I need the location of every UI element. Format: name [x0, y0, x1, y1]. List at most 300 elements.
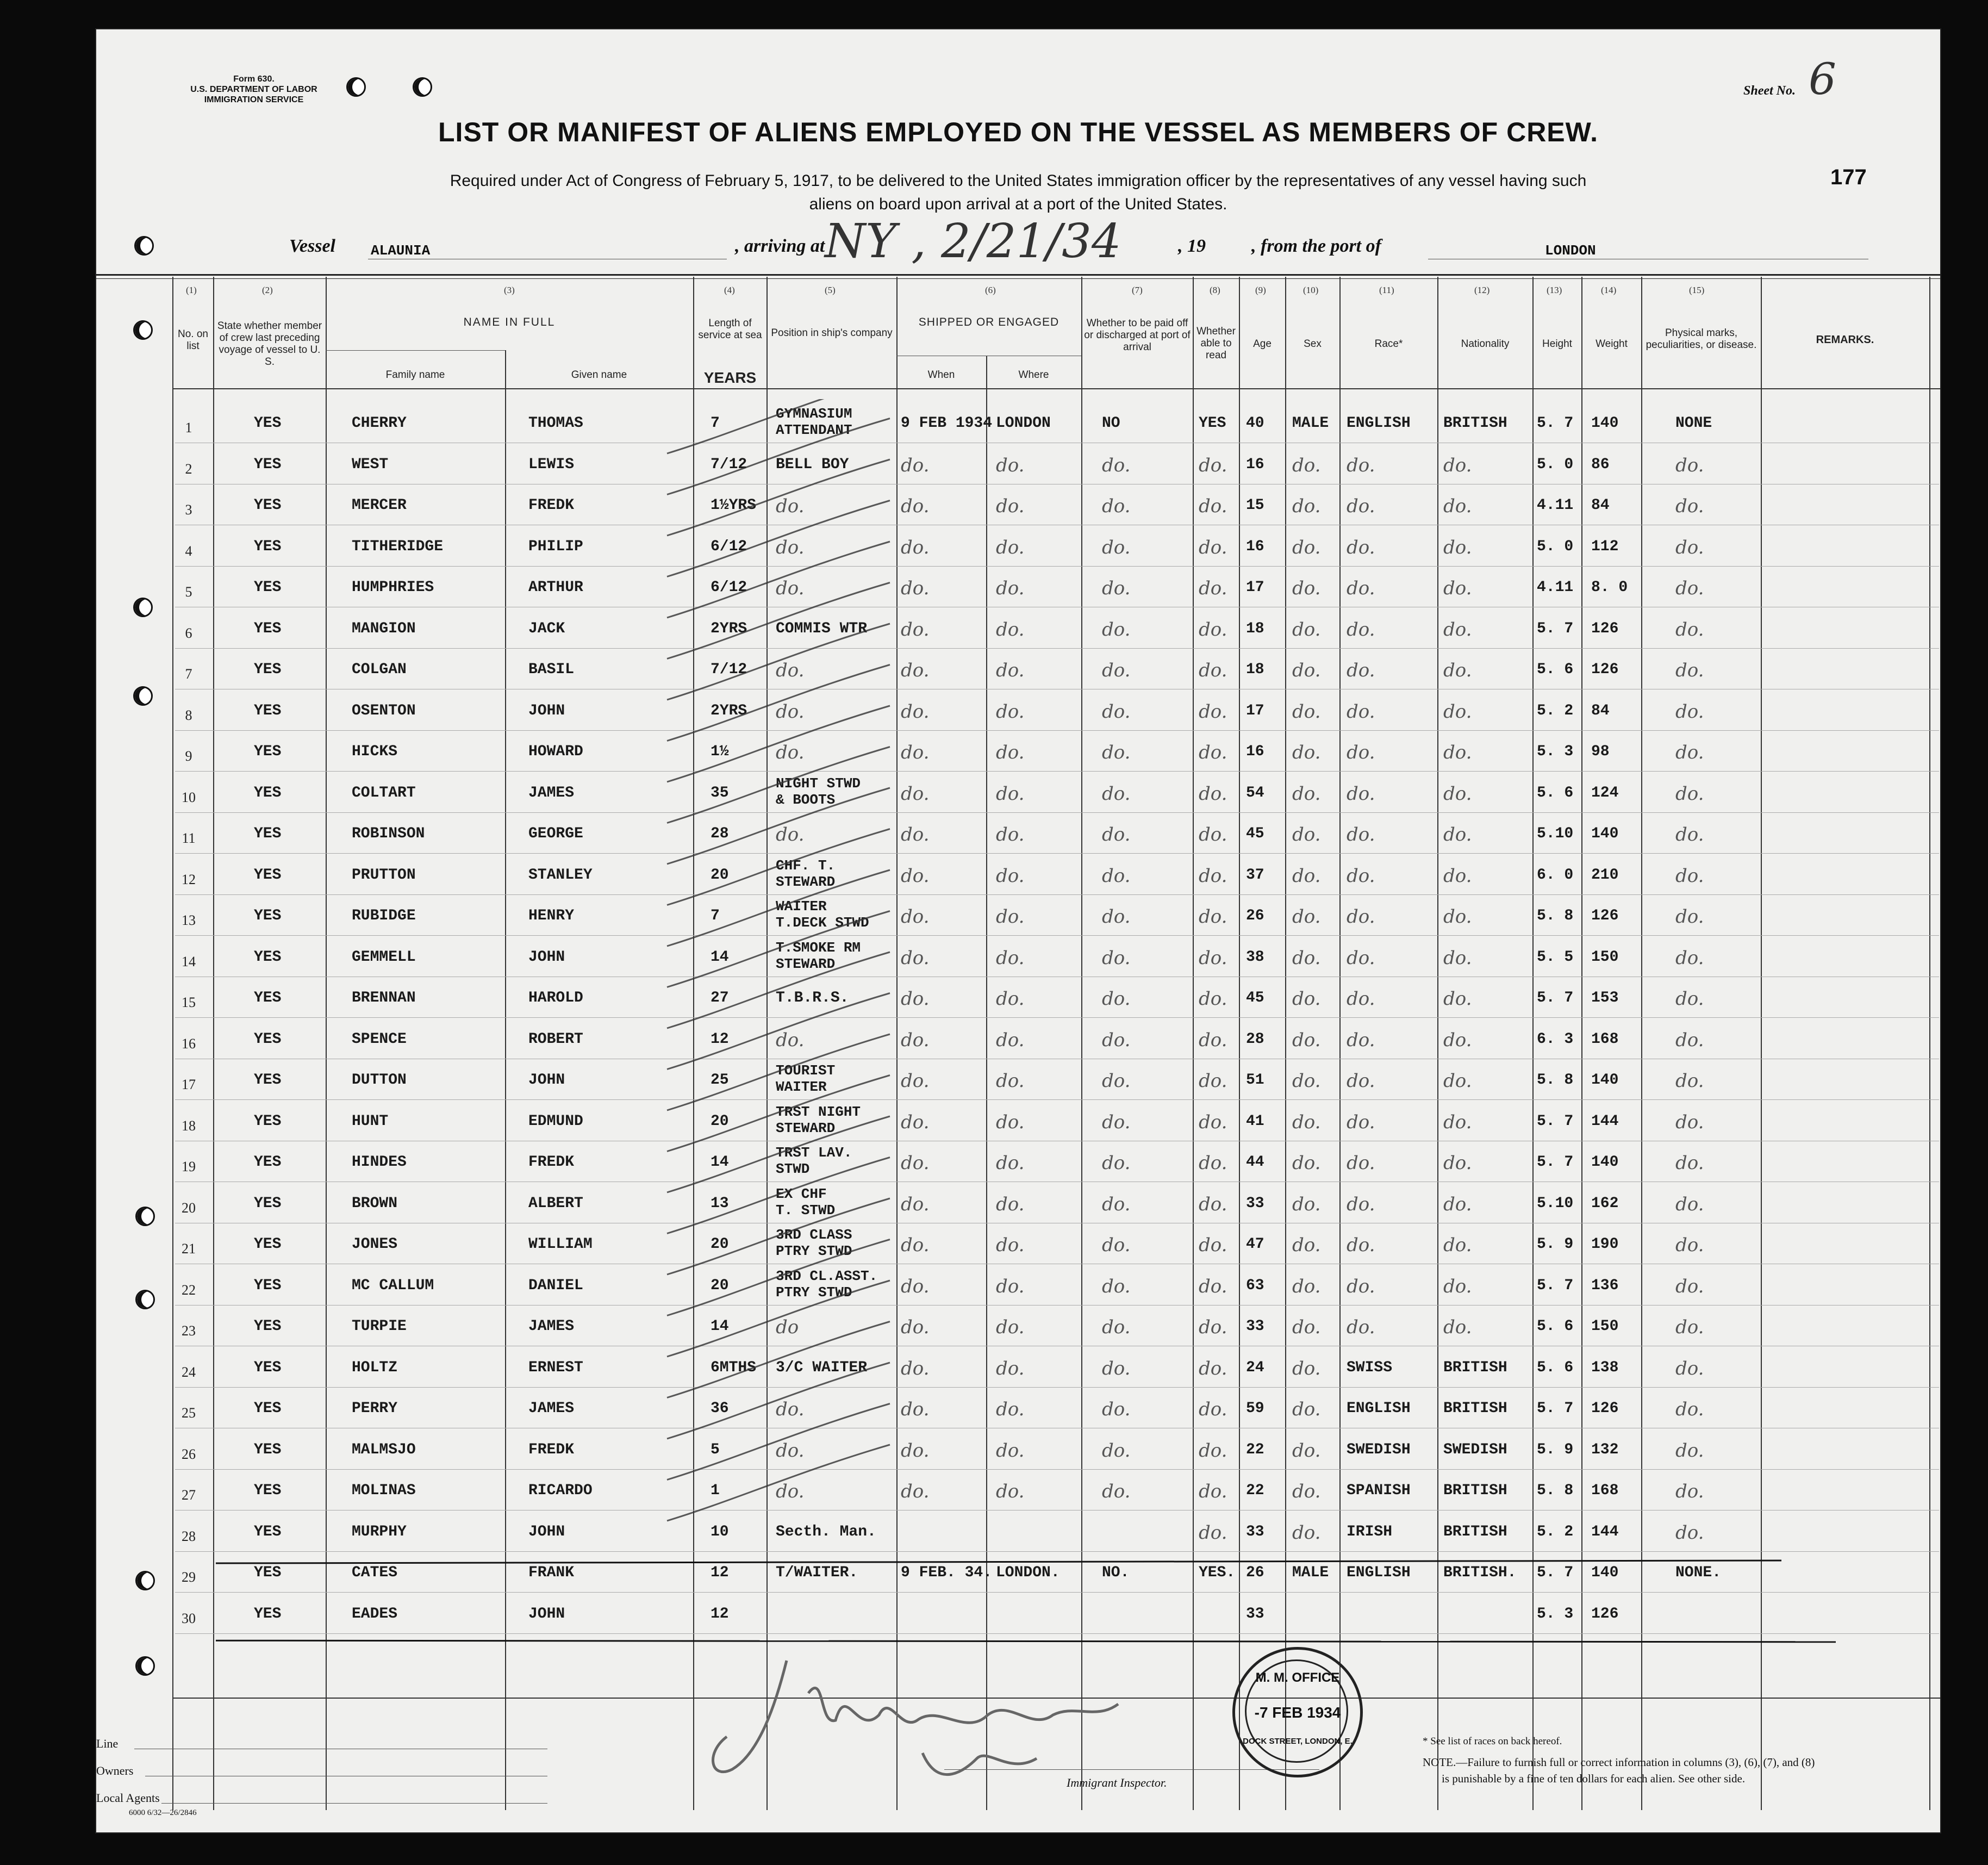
row-1-where: LONDON: [996, 415, 1051, 432]
row-2-crew: YES: [254, 456, 282, 473]
row-25-crew: YES: [254, 1400, 282, 1417]
row-14-given: JOHN: [528, 948, 565, 966]
row-24-crew: YES: [254, 1359, 282, 1376]
row-20-paid: do.: [1102, 1193, 1131, 1215]
row-28-age: 33: [1246, 1523, 1264, 1540]
row-16-family: SPENCE: [352, 1030, 407, 1048]
row-14-paid: do.: [1102, 947, 1131, 969]
col-rule: [1532, 277, 1534, 1810]
row-25-where: do.: [996, 1398, 1025, 1420]
row-19-race: do.: [1347, 1152, 1375, 1174]
row-24-given: ERNEST: [528, 1359, 583, 1376]
row-3-sex: do.: [1292, 495, 1321, 517]
pen-stroke: [667, 1198, 890, 1275]
row-26-no: 26: [182, 1446, 196, 1462]
row-28-position: Secth. Man.: [776, 1523, 876, 1540]
row-26-age: 22: [1246, 1441, 1264, 1458]
row-16-age: 28: [1246, 1030, 1264, 1048]
row-2-service: 7/12: [711, 456, 747, 473]
row-1-race: ENGLISH: [1347, 415, 1411, 432]
row-4-position: do.: [776, 536, 805, 558]
row-14-sex: do.: [1292, 947, 1321, 969]
row-16-read: do.: [1199, 1029, 1227, 1051]
race-footnote: * See list of races on back hereof.: [1423, 1736, 1562, 1747]
row-14-weight: 150: [1591, 948, 1619, 966]
header-weight: Weight: [1596, 338, 1628, 350]
header-family-name: Family name: [385, 369, 445, 381]
col-number: (8): [1210, 285, 1220, 295]
col-rule: [213, 277, 214, 1810]
row-5-where: do.: [996, 577, 1025, 599]
row-23-position: do: [776, 1316, 799, 1338]
row-23-when: do.: [901, 1316, 930, 1338]
row-14-nat: do.: [1443, 947, 1472, 969]
row-12-family: PRUTTON: [352, 866, 416, 884]
row-22-no: 22: [182, 1282, 196, 1298]
row-22-position: 3RD CL.ASST. PTRY STWD: [776, 1267, 878, 1301]
row-20-family: BROWN: [352, 1195, 398, 1212]
row-8-where: do.: [996, 700, 1025, 723]
row-6-height: 5. 7: [1537, 620, 1574, 637]
pen-stroke: [667, 1158, 890, 1234]
row-26-read: do.: [1199, 1439, 1227, 1462]
row-11-given: GEORGE: [528, 825, 583, 842]
pen-stroke: [667, 1280, 890, 1357]
row-13-sex: do.: [1292, 906, 1321, 928]
row-9-height: 5. 3: [1537, 743, 1574, 760]
row-25-when: do.: [901, 1398, 930, 1420]
row-13-position: WAITER T.DECK STWD: [776, 898, 869, 931]
row-19-marks: do.: [1675, 1152, 1704, 1174]
row-22-given: DANIEL: [528, 1277, 583, 1294]
row-7-family: COLGAN: [352, 661, 407, 678]
row-5-given: ARTHUR: [528, 579, 583, 596]
row-22-where: do.: [996, 1275, 1025, 1297]
row-28-nat: BRITISH: [1443, 1523, 1507, 1540]
header-given-name: Given name: [571, 369, 627, 381]
row-rule: [175, 730, 1939, 731]
row-19-given: FREDK: [528, 1154, 575, 1171]
row-24-marks: do.: [1675, 1357, 1704, 1379]
row-21-height: 5. 9: [1537, 1236, 1574, 1253]
row-2-height: 5. 0: [1537, 456, 1574, 473]
row-8-weight: 84: [1591, 702, 1610, 719]
row-23-family: TURPIE: [352, 1318, 407, 1335]
row-28-weight: 144: [1591, 1523, 1619, 1540]
row-1-no: 1: [185, 420, 192, 436]
row-19-read: do.: [1199, 1152, 1227, 1174]
row-16-no: 16: [182, 1035, 196, 1052]
row-26-paid: do.: [1102, 1439, 1131, 1462]
row-20-weight: 162: [1591, 1195, 1619, 1212]
row-22-age: 63: [1246, 1277, 1264, 1294]
punch-hole: [133, 320, 153, 340]
col-rule: [1437, 277, 1438, 1810]
manifest-title: LIST OR MANIFEST OF ALIENS EMPLOYED ON THE VESSEL AS MEMBERS OF CREW.: [438, 117, 1598, 147]
header-race: Race*: [1374, 338, 1403, 350]
row-5-marks: do.: [1675, 577, 1704, 599]
row-8-nat: do.: [1443, 700, 1472, 723]
row-13-race: do.: [1347, 906, 1375, 928]
row-11-nat: do.: [1443, 824, 1472, 846]
row-19-when: do.: [901, 1152, 930, 1174]
row-6-race: do.: [1347, 618, 1375, 641]
row-22-marks: do.: [1675, 1275, 1704, 1297]
header-age: Age: [1253, 338, 1272, 350]
table-top-border-inner: [96, 278, 1940, 279]
header-years-unit: YEARS: [703, 369, 757, 386]
row-10-when: do.: [901, 782, 930, 805]
row-2-age: 16: [1246, 456, 1264, 473]
header-length-of-service: Length of service at sea: [698, 318, 762, 341]
row-24-position: 3/C WAITER: [776, 1359, 868, 1376]
row-14-age: 38: [1246, 948, 1264, 966]
row-18-family: HUNT: [352, 1112, 389, 1130]
row-24-family: HOLTZ: [352, 1359, 398, 1376]
row-9-family: HICKS: [352, 743, 398, 760]
col-rule: [1239, 277, 1240, 1810]
row-4-no: 4: [185, 543, 192, 559]
row-28-no: 28: [182, 1528, 196, 1544]
pen-stroke: [667, 583, 890, 659]
row-rule: [175, 1017, 1939, 1018]
row-16-position: do.: [776, 1029, 805, 1051]
row-23-given: JAMES: [528, 1318, 575, 1335]
row-23-read: do.: [1199, 1316, 1227, 1338]
row-13-when: do.: [901, 906, 930, 928]
header-sex: Sex: [1304, 338, 1322, 350]
header-able-to-read: Whether able to read: [1196, 326, 1236, 361]
pen-stroke: [667, 1240, 890, 1316]
sheet-number: 6: [1809, 54, 1836, 104]
row-22-family: MC CALLUM: [352, 1277, 434, 1294]
header-paid-off: Whether to be paid off or discharged at port of arrival: [1084, 318, 1191, 353]
row-29-service: 12: [711, 1564, 729, 1581]
row-10-read: do.: [1199, 782, 1227, 805]
row-21-marks: do.: [1675, 1234, 1704, 1256]
col-rule: [1081, 277, 1082, 1810]
row-12-position: CHF. T. STEWARD: [776, 857, 836, 890]
row-17-nat: do.: [1443, 1070, 1472, 1092]
header-when: When: [927, 369, 955, 381]
row-29-no: 29: [182, 1569, 196, 1585]
row-12-nat: do.: [1443, 865, 1472, 887]
row-5-position: do.: [776, 577, 805, 599]
fine-note-2: is punishable by a fine of ten dollars for each alien. See other side.: [1442, 1772, 1746, 1785]
pen-stroke: [667, 993, 890, 1070]
row-21-race: do.: [1347, 1234, 1375, 1256]
row-23-sex: do.: [1292, 1316, 1321, 1338]
row-24-when: do.: [901, 1357, 930, 1379]
row-14-service: 14: [711, 948, 729, 966]
row-13-family: RUBIDGE: [352, 907, 416, 924]
row-15-where: do.: [996, 988, 1025, 1010]
row-4-weight: 112: [1591, 538, 1619, 555]
row-3-weight: 84: [1591, 497, 1610, 514]
row-1-paid: NO: [1102, 415, 1120, 432]
col-rule: [1929, 277, 1930, 1810]
row-30-given: JOHN: [528, 1605, 565, 1622]
row-13-nat: do.: [1443, 906, 1472, 928]
row-10-crew: YES: [254, 784, 282, 801]
row-22-read: do.: [1199, 1275, 1227, 1297]
row-29-family: CATES: [352, 1564, 398, 1581]
row-10-marks: do.: [1675, 782, 1704, 805]
row-25-service: 36: [711, 1400, 729, 1417]
row-1-nat: BRITISH: [1443, 415, 1507, 432]
row-28-given: JOHN: [528, 1523, 565, 1540]
row-20-sex: do.: [1292, 1193, 1321, 1215]
punch-hole: [413, 77, 432, 97]
row-16-race: do.: [1347, 1029, 1375, 1051]
row-12-service: 20: [711, 866, 729, 884]
row-7-age: 18: [1246, 661, 1264, 678]
row-29-where: LONDON.: [996, 1564, 1060, 1581]
row-9-where: do.: [996, 742, 1025, 763]
row-rule: [175, 1099, 1939, 1100]
row-15-position: T.B.R.S.: [776, 990, 849, 1006]
row-rule: [175, 771, 1939, 772]
row-26-when: do.: [901, 1439, 930, 1462]
row-6-weight: 126: [1591, 620, 1619, 637]
row-rule: [175, 853, 1939, 854]
row-21-no: 21: [182, 1241, 196, 1257]
row-7-read: do.: [1199, 660, 1227, 681]
row-5-family: HUMPHRIES: [352, 579, 434, 596]
col-number: (1): [186, 285, 197, 295]
row-13-read: do.: [1199, 906, 1227, 928]
row-25-position: do.: [776, 1398, 805, 1420]
row-13-service: 7: [711, 907, 720, 924]
office-stamp: [1232, 1647, 1363, 1777]
row-8-race: do.: [1347, 700, 1375, 723]
row-18-sex: do.: [1292, 1111, 1321, 1133]
row-12-given: STANLEY: [528, 866, 593, 884]
row-10-weight: 124: [1591, 784, 1619, 801]
pen-stroke: [667, 1076, 890, 1152]
row-29-sex: MALE: [1292, 1564, 1329, 1581]
row-15-age: 45: [1246, 990, 1264, 1006]
row-27-weight: 168: [1591, 1482, 1619, 1499]
row-28-crew: YES: [254, 1523, 282, 1540]
name-subheader-rule: [326, 350, 505, 351]
row-2-sex: do.: [1292, 454, 1321, 476]
row-6-service: 2YRS: [711, 620, 747, 637]
row-14-crew: YES: [254, 948, 282, 966]
row-8-no: 8: [185, 707, 192, 723]
row-7-paid: do.: [1102, 660, 1131, 681]
col-number: (3): [504, 285, 515, 295]
row-24-nat: BRITISH: [1443, 1359, 1507, 1376]
row-12-weight: 210: [1591, 866, 1619, 884]
row-8-marks: do.: [1675, 700, 1704, 723]
row-21-nat: do.: [1443, 1234, 1472, 1256]
row-17-paid: do.: [1102, 1070, 1131, 1092]
punch-hole: [135, 1207, 155, 1226]
department-name: U.S. DEPARTMENT OF LABOR: [190, 85, 317, 94]
row-19-crew: YES: [254, 1154, 282, 1171]
row-18-given: EDMUND: [528, 1112, 583, 1130]
row-11-where: do.: [996, 824, 1025, 846]
row-17-marks: do.: [1675, 1070, 1704, 1092]
arrival-date: NY , 2/21/34: [825, 214, 1121, 269]
row-23-crew: YES: [254, 1318, 282, 1335]
office-stamp-title: M. M. OFFICE: [1255, 1670, 1340, 1685]
row-16-weight: 168: [1591, 1030, 1619, 1048]
row-2-nat: do.: [1443, 454, 1472, 476]
row-14-position: T.SMOKE RM STEWARD: [776, 939, 861, 972]
row-17-race: do.: [1347, 1070, 1375, 1092]
row-4-when: do.: [901, 536, 930, 558]
row-13-weight: 126: [1591, 907, 1619, 924]
row-18-no: 18: [182, 1117, 196, 1134]
row-9-marks: do.: [1675, 742, 1704, 763]
row-27-paid: do.: [1102, 1481, 1131, 1502]
row-24-sex: do.: [1292, 1357, 1321, 1379]
row-2-position: BELL BOY: [776, 456, 849, 473]
header-where: Where: [1018, 369, 1049, 381]
pen-stroke: [667, 501, 890, 577]
row-18-age: 41: [1246, 1112, 1264, 1130]
departure-port: LONDON: [1545, 243, 1596, 259]
row-20-race: do.: [1347, 1193, 1375, 1215]
row-30-family: EADES: [352, 1605, 398, 1622]
row-20-when: do.: [901, 1193, 930, 1215]
row-16-paid: do.: [1102, 1029, 1131, 1051]
vessel-label: Vessel: [289, 236, 335, 256]
row-1-weight: 140: [1591, 415, 1619, 432]
row-8-crew: YES: [254, 702, 282, 719]
row-23-no: 23: [182, 1323, 196, 1339]
row-12-race: do.: [1347, 865, 1375, 887]
pen-stroke: [667, 952, 890, 1028]
pen-stroke: [667, 870, 890, 946]
manifest-sheet: [95, 28, 1941, 1833]
row-2-race: do.: [1347, 454, 1375, 476]
col-rule: [326, 277, 327, 1810]
row-20-marks: do.: [1675, 1193, 1704, 1215]
row-23-height: 5. 6: [1537, 1318, 1574, 1335]
row-5-paid: do.: [1102, 577, 1131, 599]
row-rule: [175, 1469, 1939, 1470]
row-29-nat: BRITISH.: [1443, 1564, 1517, 1581]
row-8-paid: do.: [1102, 700, 1131, 723]
row-7-where: do.: [996, 660, 1025, 681]
row-26-given: FREDK: [528, 1441, 575, 1458]
row-25-race: ENGLISH: [1347, 1400, 1411, 1417]
row-1-family: CHERRY: [352, 415, 407, 432]
row-21-where: do.: [996, 1234, 1025, 1256]
row-29-marks: NONE.: [1675, 1564, 1722, 1581]
row-17-position: TOURIST WAITER: [776, 1062, 836, 1095]
inspector-signature: [683, 1628, 1254, 1802]
row-10-where: do.: [996, 782, 1025, 805]
row-1-height: 5. 7: [1537, 415, 1574, 432]
row-26-nat: SWEDISH: [1443, 1441, 1507, 1458]
row-13-age: 26: [1246, 907, 1264, 924]
row-25-age: 59: [1246, 1400, 1264, 1417]
row-11-read: do.: [1199, 824, 1227, 846]
row-11-age: 45: [1246, 825, 1264, 842]
year-label: , 19: [1178, 236, 1206, 256]
row-16-nat: do.: [1443, 1029, 1472, 1051]
row-3-when: do.: [901, 495, 930, 517]
row-rule: [175, 894, 1939, 895]
row-12-height: 6. 0: [1537, 866, 1574, 884]
row-14-race: do.: [1347, 947, 1375, 969]
row-22-service: 20: [711, 1277, 729, 1294]
col-number: (9): [1255, 285, 1266, 295]
row-13-marks: do.: [1675, 906, 1704, 928]
row-6-sex: do.: [1292, 618, 1321, 641]
row-13-height: 5. 8: [1537, 907, 1574, 924]
row-15-read: do.: [1199, 988, 1227, 1010]
row-15-nat: do.: [1443, 988, 1472, 1010]
col-rule: [1339, 277, 1341, 1810]
row-9-given: HOWARD: [528, 743, 583, 760]
row-27-sex: do.: [1292, 1481, 1321, 1502]
row-14-marks: do.: [1675, 947, 1704, 969]
page-number: 177: [1830, 165, 1867, 189]
row-9-nat: do.: [1443, 742, 1472, 763]
row-7-given: BASIL: [528, 661, 575, 678]
header-crew-last-voyage: State whether member of crew last preceding voyage of vessel to U. S.: [217, 320, 322, 368]
col-number: (15): [1689, 285, 1705, 295]
row-28-race: IRISH: [1347, 1523, 1393, 1540]
punch-hole: [135, 1290, 155, 1309]
row-9-when: do.: [901, 742, 930, 763]
row-27-age: 22: [1246, 1482, 1264, 1499]
row-2-no: 2: [185, 461, 192, 477]
row-25-family: PERRY: [352, 1400, 398, 1417]
row-17-height: 5. 8: [1537, 1072, 1574, 1089]
row-1-sex: MALE: [1292, 415, 1329, 432]
row-4-age: 16: [1246, 538, 1264, 555]
row-4-height: 5. 0: [1537, 538, 1574, 555]
row-rule: [175, 1592, 1939, 1593]
row-16-where: do.: [996, 1029, 1025, 1051]
row-21-age: 47: [1246, 1236, 1264, 1253]
row-17-when: do.: [901, 1070, 930, 1092]
row-rule: [175, 1551, 1939, 1552]
row-2-where: do.: [996, 454, 1025, 476]
row-1-when: 9 FEB 1934: [901, 415, 993, 432]
row-9-race: do.: [1347, 742, 1375, 763]
row-28-read: do.: [1199, 1521, 1227, 1544]
pen-stroke: [667, 1445, 890, 1521]
row-27-race: SPANISH: [1347, 1482, 1411, 1499]
manifest-subtitle-2: aliens on board upon arrival at a port of the United States.: [809, 195, 1227, 213]
row-4-crew: YES: [254, 538, 282, 555]
col-number: (12): [1474, 285, 1490, 295]
row-27-where: do.: [996, 1481, 1025, 1502]
row-13-given: HENRY: [528, 907, 575, 924]
row-29-given: FRANK: [528, 1564, 575, 1581]
row-2-read: do.: [1199, 454, 1227, 476]
row-29-weight: 140: [1591, 1564, 1619, 1581]
row-13-no: 13: [182, 912, 196, 928]
col-rule: [505, 350, 506, 1810]
row-21-crew: YES: [254, 1236, 282, 1253]
row-30-service: 12: [711, 1605, 729, 1622]
row-6-given: JACK: [528, 620, 565, 637]
col-number: (14): [1601, 285, 1617, 295]
office-stamp-date: -7 FEB 1934: [1254, 1704, 1341, 1721]
row-19-paid: do.: [1102, 1152, 1131, 1174]
row-17-no: 17: [182, 1077, 196, 1092]
pen-stroke: [667, 1363, 890, 1439]
row-3-position: do.: [776, 495, 805, 517]
